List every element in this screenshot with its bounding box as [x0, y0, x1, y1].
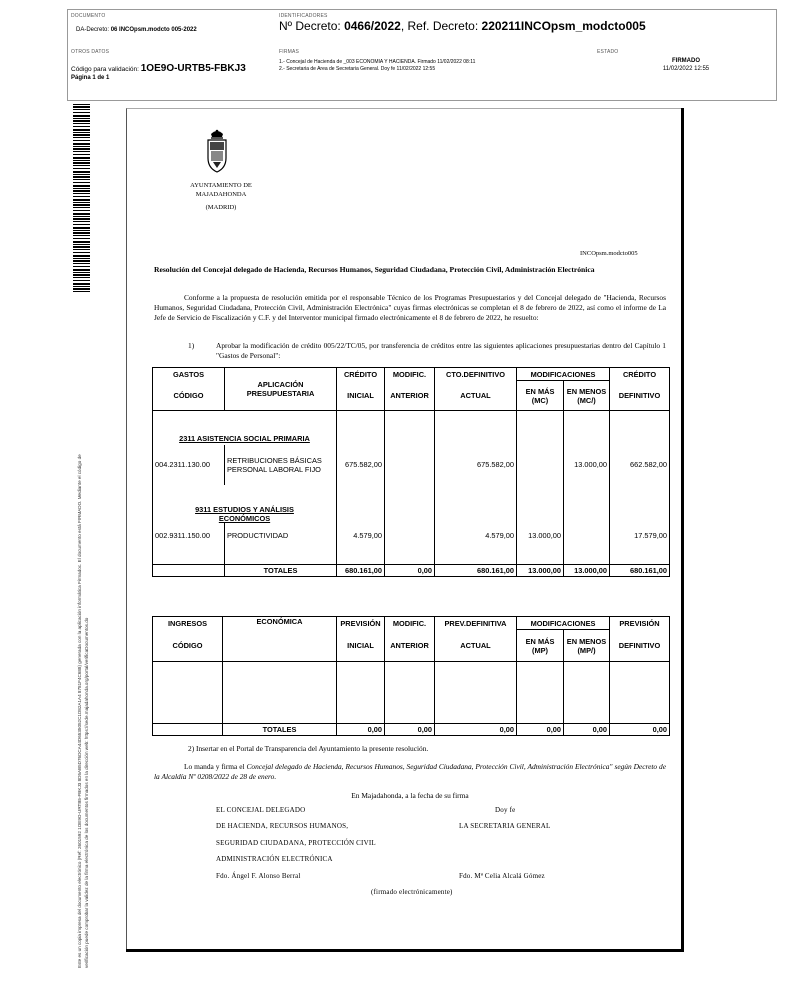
totals-inicial: 0,00: [337, 724, 385, 736]
signer-left-line-1: EL CONCEJAL DELEGADO: [216, 806, 306, 814]
header-credito-2: CRÉDITO: [610, 368, 670, 381]
totals-row: [153, 724, 670, 736]
header-ingresos: INGRESOS: [153, 617, 223, 630]
signer-left-name: Fdo. Ángel F. Alonso Berral: [216, 872, 301, 880]
table-row: [153, 445, 670, 485]
closing-paragraph: [154, 762, 666, 782]
section-2311: 2311 ASISTENCIA SOCIAL PRIMARIA: [153, 411, 337, 445]
header-en-mas: EN MÁS (MP): [517, 630, 564, 662]
page-count: Página 1 de 1: [71, 75, 110, 81]
coat-of-arms-seal: [205, 128, 229, 174]
expenses-table: [152, 367, 670, 577]
decree-ref-prefix: , Ref. Decreto:: [400, 19, 479, 33]
header-inicial: INICIAL: [337, 630, 385, 662]
side-verification-text-1: Este es un copia impresa del documento electrónico (Ref: 2601592 1OE9O-URTB5-FBKJ3 8D5AB5D76DCA44D6535052C1D82A1A4 8781F4C688) generada con la aplicación informática Firmadoc. El documento está FIRMADO. Mediante el código de: [77, 454, 82, 968]
row-2-menos: [564, 523, 610, 549]
totals-label: TOTALES: [223, 724, 337, 736]
decree-number: 0466/2022: [344, 19, 401, 33]
other-data-label: OTROS DATOS: [71, 49, 110, 55]
identifiers-cell: [276, 10, 778, 46]
header-economica: ECONÓMICA: [223, 617, 337, 662]
status-value: FIRMADO: [672, 58, 700, 64]
resolution-title: Resolución del Concejal delegado de Hacienda, Recursos Humanos, Seguridad Ciudadana, Protección Civil, Administración Electrónica: [154, 265, 595, 274]
header-prevision: PREVISIÓN: [337, 617, 385, 630]
row-1-mas: [517, 445, 564, 485]
signer-right-line-2: LA SECRETARIA GENERAL: [459, 822, 551, 830]
totals-inicial: 680.161,00: [337, 565, 385, 577]
letterhead-line-2: MAJADAHONDA: [195, 191, 247, 198]
signer-right-line-1: Doy fe: [495, 806, 516, 814]
item-1-text: Aprobar la modificación de crédito 005/22/TC/05, por transferencia de créditos entre las siguientes aplicaciones presupuestarias dentro del Capítulo 1 "Gastos de Personal":: [216, 341, 666, 360]
header-definitivo: DEFINITIVO: [610, 381, 670, 411]
totals-anterior: 0,00: [385, 565, 435, 577]
row-2-aplicacion: PRODUCTIVIDAD: [225, 523, 337, 549]
section-9311: 9311 ESTUDIOS Y ANÁLISIS ECONÓMICOS: [153, 485, 337, 523]
status-cell: [594, 46, 778, 102]
status-label: ESTADO: [597, 49, 619, 55]
header-actual: ACTUAL: [435, 381, 517, 411]
letterhead-line-1: AYUNTAMIENTO DE: [190, 182, 252, 189]
other-data-cell: [68, 46, 276, 102]
decree-line: [279, 19, 646, 33]
signer-left-line-3: SEGURIDAD CIUDADANA, PROTECCIÓN CIVIL: [216, 839, 376, 847]
status-date: 11/02/2022 12:55: [662, 66, 710, 72]
row-1-aplicacion: RETRIBUCIONES BÁSICAS PERSONAL LABORAL FIJO: [225, 445, 337, 485]
row-2-anterior: [385, 523, 435, 549]
header-en-menos: EN MENOS (MP/): [564, 630, 610, 662]
header-modificaciones: MODIFICACIONES: [517, 368, 610, 381]
validation-prefix: Código para validación:: [71, 66, 139, 73]
row-2-mas: 13.000,00: [517, 523, 564, 549]
decree-prefix: Nº Decreto:: [279, 19, 341, 33]
totals-definitivo: 680.161,00: [610, 565, 670, 577]
letterhead: [173, 181, 269, 212]
reference-code: INCOpsm.modcto005: [580, 250, 638, 257]
row-1-menos: 13.000,00: [564, 445, 610, 485]
row-1-inicial: 675.582,00: [337, 445, 385, 485]
frame-shadow-bottom: [126, 949, 684, 952]
totals-row: [153, 565, 670, 577]
signer-left-line-2: DE HACIENDA, RECURSOS HUMANOS,: [216, 822, 349, 830]
signatures-cell: [276, 46, 594, 102]
header-modificaciones: MODIFICACIONES: [517, 617, 610, 630]
closing-prefix: Lo manda y firma el: [184, 762, 247, 771]
header-codigo: CÓDIGO: [153, 381, 225, 411]
document-label: DOCUMENTO: [71, 13, 106, 19]
row-2-codigo: 002.9311.150.00: [153, 523, 225, 549]
row-1-definitivo: 662.582,00: [610, 445, 670, 485]
item-2-paragraph: 2) Insertar en el Portal de Transparencia del Ayuntamiento la presente resolución.: [188, 744, 429, 753]
totals-menos: 0,00: [564, 724, 610, 736]
signature-entry-1: 1.- Concejal de Hacienda de _003 ECONOMIA Y HACIENDA. Firmado 11/02/2022 08:11: [279, 59, 476, 65]
header-prev-def: PREV.DEFINITIVA: [435, 617, 517, 630]
row-1-anterior: [385, 445, 435, 485]
header-credito: CRÉDITO: [337, 368, 385, 381]
totals-mas: 0,00: [517, 724, 564, 736]
closing-italic: Concejal delegado de Hacienda, Recursos Humanos, Seguridad Ciudadana, Protección Civil, Administración Electrónica" según Decreto de la Alcaldía Nº 0208/2022 de 28 de enero.: [154, 762, 666, 781]
totals-label: TOTALES: [225, 565, 337, 577]
totals-menos: 13.000,00: [564, 565, 610, 577]
row-2-definitivo: 17.579,00: [610, 523, 670, 549]
barcode: [73, 104, 90, 292]
header-modific: MODIFIC.: [385, 617, 435, 630]
signer-left-line-4: ADMINISTRACIÓN ELECTRÓNICA: [216, 855, 333, 863]
document-line: [76, 27, 197, 33]
totals-mas: 13.000,00: [517, 565, 564, 577]
header-anterior: ANTERIOR: [385, 630, 435, 662]
header-anterior: ANTERIOR: [385, 381, 435, 411]
signer-right-name: Fdo. Mª Celia Alcalá Gómez: [459, 872, 545, 880]
letterhead-line-3: (MADRID): [205, 204, 237, 211]
decree-ref: 220211INCOpsm_modcto005: [481, 19, 646, 33]
header-actual: ACTUAL: [435, 630, 517, 662]
header-inicial: INICIAL: [337, 381, 385, 411]
header-cto-def: CTO.DEFINITIVO: [435, 368, 517, 381]
electronic-signature-note: (firmado electrónicamente): [371, 888, 453, 896]
signatures-label: FIRMAS: [279, 49, 300, 55]
signature-entry-2: 2.- Secretaria de Area de Secretaria General. Doy fe 11/02/2022 12:55: [279, 66, 436, 72]
row-1-actual: 675.582,00: [435, 445, 517, 485]
document-value: 06 INCOpsm.modcto 005-2022: [110, 27, 197, 33]
header-en-menos: EN MENOS (MC/): [564, 381, 610, 411]
document-cell: [68, 10, 276, 46]
document-prefix: DA-Decreto:: [76, 27, 110, 33]
header-gastos: GASTOS: [153, 368, 225, 381]
validation-code: 1OE9O-URTB5-FBKJ3: [140, 63, 246, 74]
item-1-paragraph: [188, 341, 666, 361]
header-modific: MODIFIC.: [385, 368, 435, 381]
totals-anterior: 0,00: [385, 724, 435, 736]
totals-actual: 0,00: [435, 724, 517, 736]
table-row: [153, 523, 670, 549]
item-1-number: 1): [188, 341, 195, 350]
row-2-actual: 4.579,00: [435, 523, 517, 549]
intro-paragraph: Conforme a la propuesta de resolución emitida por el responsable Técnico de los Programas Presupuestarios y del Concejal delegado de "Hacienda, Recursos Humanos, Seguridad Ciudadana, Protección Civil, Administración Electrónica" cuyas firmas electrónicas se completan el 8 de febrero de 2022, así como el informe de La Jefe de Servicio de Fiscalización y C.F. y del Interventor municipal firmado electrónicamente el 8 de febrero de 2022, he resuelto:: [154, 293, 666, 322]
header-aplicacion: APLICACIÓN PRESUPUESTARIA: [225, 368, 337, 411]
row-1-codigo: 004.2311.130.00: [153, 445, 225, 485]
income-table: [152, 616, 670, 736]
document-header: [67, 9, 777, 101]
side-verification-text-2: verificación puede comprobar la validez de la firma electrónica de los documentos firmados en la dirección web: https://sede.majadahonda.org/portal/verificaDocumentos.do: [84, 617, 89, 968]
totals-definitivo: 0,00: [610, 724, 670, 736]
header-en-mas: EN MÁS (MC): [517, 381, 564, 411]
header-codigo: CÓDIGO: [153, 630, 223, 662]
identifiers-label: IDENTIFICADORES: [279, 13, 328, 19]
frame-shadow-right: [681, 108, 684, 952]
header-definitivo: DEFINITIVO: [610, 630, 670, 662]
totals-actual: 680.161,00: [435, 565, 517, 577]
row-2-inicial: 4.579,00: [337, 523, 385, 549]
header-prevision-2: PREVISIÓN: [610, 617, 670, 630]
place-date: En Majadahonda, a la fecha de su firma: [351, 791, 469, 800]
validation-line: [71, 63, 246, 74]
